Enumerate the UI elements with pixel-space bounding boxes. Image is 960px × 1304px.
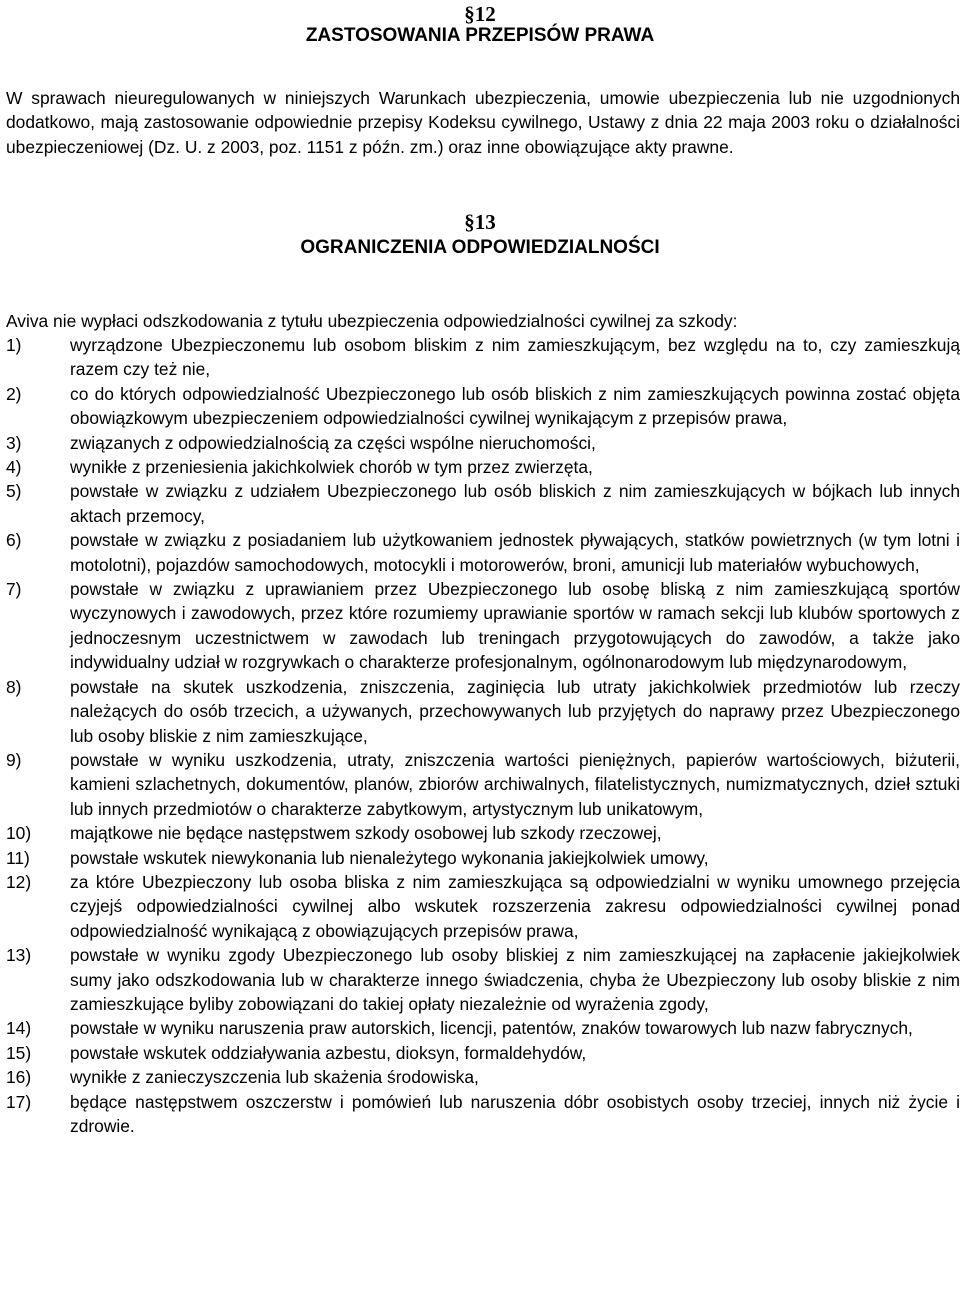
list-item — [6, 479, 960, 528]
list-item — [6, 1041, 960, 1065]
list-item-text: powstałe w związku z posiadaniem lub użytkowaniem jednostek pływających, statków powietrznych (w tym lotni i motolotni), pojazdów samochodowych, motocykli i motorowerów, broni, amunicji lub materiałów wybuchowych, — [70, 530, 960, 575]
list-item — [6, 333, 960, 382]
list-item — [6, 1065, 960, 1089]
list-item-number: 6) — [6, 530, 22, 551]
list-item — [6, 846, 960, 870]
list-item-text: powstałe w wyniku uszkodzenia, utraty, zniszczenia wartości pieniężnych, papierów wartościowych, biżuterii, kamieni szlachetnych, dokumentów, planów, zbiorów archiwalnych, filatelistycznych, numizmatycznych, dzieł sztuki lub innych przedmiotów o charakterze zabytkowym, artystycznym lub unikatowym, — [70, 749, 960, 819]
list-item-text: powstałe wskutek niewykonania lub nienależytego wykonania jakiejkolwiek umowy, — [70, 847, 709, 868]
section-12-title: ZASTOSOWANIA PRZEPISÓW PRAWA — [305, 25, 655, 46]
list-item-number: 7) — [6, 579, 22, 600]
section-12-number: §12 — [464, 2, 496, 26]
section-13-number: §13 — [464, 210, 496, 234]
list-item-text: powstałe wskutek oddziaływania azbestu, dioksyn, formaldehydów, — [70, 1042, 587, 1063]
section-13-title: OGRANICZENIA ODPOWIEDZIALNOŚCI — [300, 237, 660, 258]
list-item-number: 12) — [6, 871, 32, 892]
list-item-text: wyrządzone Ubezpieczonemu lub osobom bliskim z nim zamieszkującym, bez względu na to, czy zamieszkują razem czy też nie, — [70, 335, 960, 380]
section-13-intro: Aviva nie wypłaci odszkodowania z tytułu ubezpieczenia odpowiedzialności cywilnej za szkody: — [6, 311, 738, 331]
list-item-number: 8) — [6, 676, 22, 697]
list-item-text: powstałe na skutek uszkodzenia, zniszczenia, zaginięcia lub utraty jakichkolwiek przedmiotów lub rzeczy należących do osób trzecich, a używanych, przechowywanych lub przyjętych do naprawy przez Ubezpieczonego lub osoby bliskie z nim zamieszkujące, — [70, 676, 960, 746]
list-item-text: wynikłe z zanieczyszczenia lub skażenia środowiska, — [70, 1067, 479, 1088]
list-item-number: 16) — [6, 1067, 32, 1088]
list-item-number: 4) — [6, 457, 22, 478]
list-item-number: 14) — [6, 1018, 32, 1039]
list-item-text: za które Ubezpieczony lub osoba bliska z nim zamieszkująca są odpowiedzialni w wyniku umownego przejęcia czyjejś odpowiedzialności cywilnej albo wskutek rozszerzenia zakresu odpowiedzialności cywilnej ponad odpowiedzialność wynikającą z obowiązujących przepisów prawa, — [70, 871, 960, 941]
list-item — [6, 675, 960, 748]
list-item-number: 10) — [6, 823, 32, 844]
list-item — [6, 821, 960, 845]
list-item — [6, 455, 960, 479]
list-item-number: 9) — [6, 749, 22, 770]
list-item-text: majątkowe nie będące następstwem szkody osobowej lub szkody rzeczowej, — [70, 823, 662, 844]
list-item-text: powstałe w związku z udziałem Ubezpieczonego lub osób bliskich z nim zamieszkujących w bójkach lub innych aktach przemocy, — [70, 481, 960, 526]
list-item — [6, 748, 960, 821]
exclusions-list — [6, 333, 960, 1138]
list-item — [6, 1016, 960, 1040]
list-item-number: 17) — [6, 1091, 32, 1112]
list-item-text: powstałe w wyniku naruszenia praw autorskich, licencji, patentów, znaków towarowych lub nazw fabrycznych, — [70, 1018, 913, 1039]
list-item-text: powstałe w wyniku zgody Ubezpieczonego lub osoby bliskiej z nim zamieszkującej na zapłacenie jakiejkolwiek sumy jako odszkodowania lub w charakterze innego świadczenia, chyba że Ubezpieczony lub osoby bliskie z nim zamieszkujące byliby zobowiązani do takiej opłaty niezależnie od wyrażenia zgody, — [70, 945, 960, 1014]
list-item — [6, 943, 960, 1016]
list-item-text: związanych z odpowiedzialnością za części wspólne nieruchomości, — [70, 432, 596, 453]
list-item — [6, 431, 960, 455]
list-item-text: powstałe w związku z uprawianiem przez Ubezpieczonego lub osobę bliską z nim zamieszkującą sportów wyczynowych i zawodowych, przez które rozumiemy uprawianie sportów w ramach sekcji lub klubów sportowych z jednoczesnym uczestnictwem w zawodach lub treningach przygotowujących do zawodów, a także jako indywidualny udział w rozgrywkach o charakterze profesjonalnym, ogólnonarodowym lub międzynarodowym, — [70, 579, 960, 673]
list-item-number: 15) — [6, 1042, 32, 1063]
section-12-paragraph: W sprawach nieuregulowanych w niniejszych Warunkach ubezpieczenia, umowie ubezpieczenia lub nie uzgodnionych dodatkowo, mają zastosowanie odpowiednie przepisy Kodeksu cywilnego, Ustawy z dnia 22 maja 2003 roku o działalności ubezpieczeniowej (Dz. U. z 2003, poz. 1151 z późn. zm.) oraz inne obowiązujące akty prawne. — [6, 88, 960, 157]
list-item-number: 3) — [6, 432, 22, 453]
list-item — [6, 1090, 960, 1139]
list-item — [6, 382, 960, 431]
list-item-text: wynikłe z przeniesienia jakichkolwiek chorób w tym przez zwierzęta, — [70, 457, 593, 478]
list-item-number: 1) — [6, 335, 22, 355]
list-item — [6, 577, 960, 675]
list-item-number: 2) — [6, 383, 22, 404]
list-item-text: będące następstwem oszczerstw i pomówień lub naruszenia dóbr osobistych osoby trzeciej, innych niż życie i zdrowie. — [70, 1091, 960, 1136]
list-item — [6, 870, 960, 943]
list-item-number: 13) — [6, 945, 32, 966]
list-item-text: co do których odpowiedzialność Ubezpieczonego lub osób bliskich z nim zamieszkujących powinna zostać objęta obowiązkowym ubezpieczeniem odpowiedzialności cywilnej wynikającym z przepisów prawa, — [70, 383, 960, 429]
list-item — [6, 528, 960, 577]
list-item-number: 5) — [6, 481, 22, 502]
list-item-number: 11) — [6, 847, 30, 868]
